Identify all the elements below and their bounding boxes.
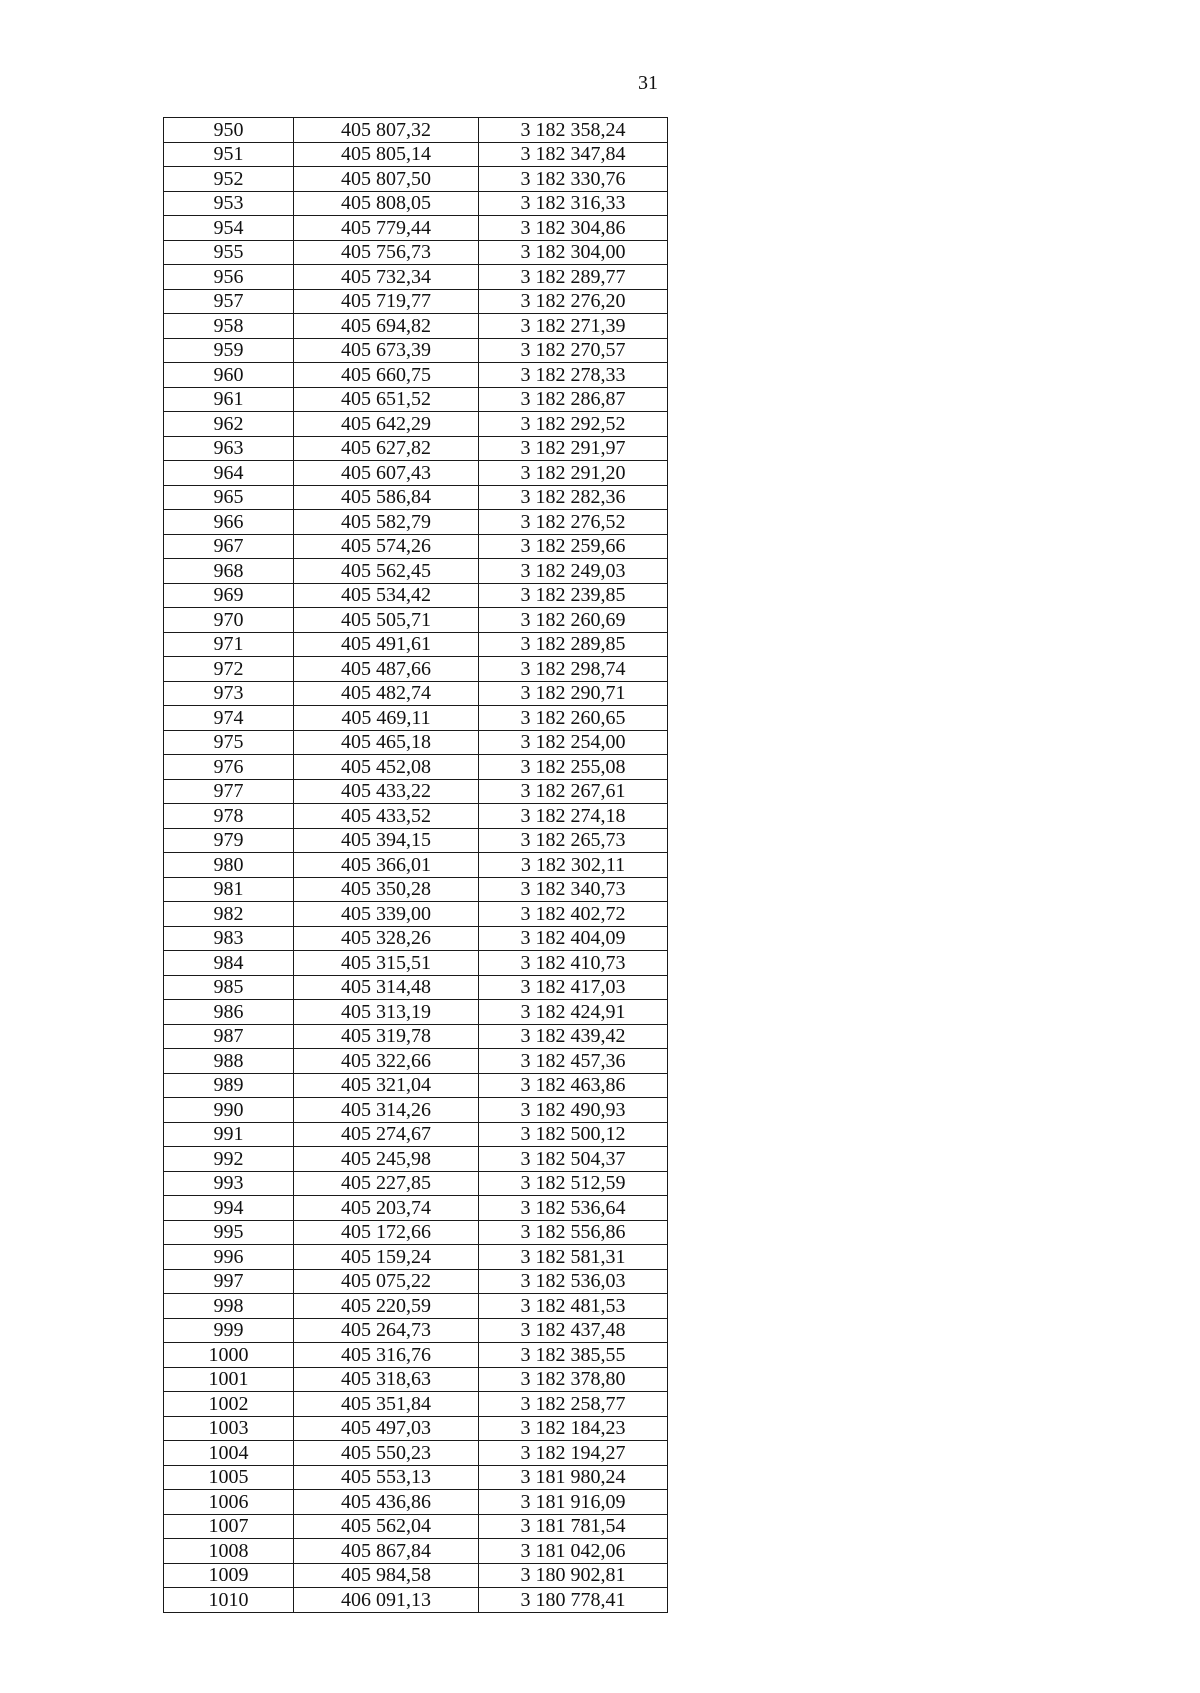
point-number-cell: 1007 (164, 1514, 294, 1539)
x-coordinate-cell: 405 351,84 (294, 1392, 479, 1417)
point-number-cell: 960 (164, 363, 294, 388)
y-coordinate-cell: 3 182 260,65 (479, 706, 668, 731)
table-row (164, 681, 668, 706)
table-row (164, 289, 668, 314)
point-number-cell: 1006 (164, 1490, 294, 1515)
table-row (164, 828, 668, 853)
table-row (164, 387, 668, 412)
point-number-cell: 983 (164, 926, 294, 951)
point-number-cell: 959 (164, 338, 294, 363)
y-coordinate-cell: 3 182 291,20 (479, 461, 668, 486)
y-coordinate-cell: 3 182 260,69 (479, 608, 668, 633)
x-coordinate-cell: 405 482,74 (294, 681, 479, 706)
y-coordinate-cell: 3 182 437,48 (479, 1318, 668, 1343)
point-number-cell: 952 (164, 167, 294, 192)
x-coordinate-cell: 405 075,22 (294, 1269, 479, 1294)
x-coordinate-cell: 405 491,61 (294, 632, 479, 657)
y-coordinate-cell: 3 182 536,03 (479, 1269, 668, 1294)
y-coordinate-cell: 3 182 556,86 (479, 1220, 668, 1245)
y-coordinate-cell: 3 182 457,36 (479, 1049, 668, 1074)
point-number-cell: 1002 (164, 1392, 294, 1417)
x-coordinate-cell: 406 091,13 (294, 1588, 479, 1613)
y-coordinate-cell: 3 182 410,73 (479, 951, 668, 976)
y-coordinate-cell: 3 182 286,87 (479, 387, 668, 412)
y-coordinate-cell: 3 182 259,66 (479, 534, 668, 559)
x-coordinate-cell: 405 574,26 (294, 534, 479, 559)
x-coordinate-cell: 405 807,50 (294, 167, 479, 192)
point-number-cell: 987 (164, 1024, 294, 1049)
table-row (164, 657, 668, 682)
table-row (164, 412, 668, 437)
y-coordinate-cell: 3 182 274,18 (479, 804, 668, 829)
x-coordinate-cell: 405 469,11 (294, 706, 479, 731)
x-coordinate-cell: 405 534,42 (294, 583, 479, 608)
y-coordinate-cell: 3 182 298,74 (479, 657, 668, 682)
point-number-cell: 993 (164, 1171, 294, 1196)
point-number-cell: 988 (164, 1049, 294, 1074)
x-coordinate-cell: 405 586,84 (294, 485, 479, 510)
y-coordinate-cell: 3 182 417,03 (479, 975, 668, 1000)
point-number-cell: 958 (164, 314, 294, 339)
table-row (164, 877, 668, 902)
point-number-cell: 965 (164, 485, 294, 510)
x-coordinate-cell: 405 159,24 (294, 1245, 479, 1270)
x-coordinate-cell: 405 694,82 (294, 314, 479, 339)
table-row (164, 706, 668, 731)
table-row (164, 461, 668, 486)
x-coordinate-cell: 405 807,32 (294, 118, 479, 143)
point-number-cell: 969 (164, 583, 294, 608)
x-coordinate-cell: 405 673,39 (294, 338, 479, 363)
x-coordinate-cell: 405 497,03 (294, 1416, 479, 1441)
y-coordinate-cell: 3 182 304,86 (479, 216, 668, 241)
point-number-cell: 990 (164, 1098, 294, 1123)
point-number-cell: 998 (164, 1294, 294, 1319)
y-coordinate-cell: 3 181 781,54 (479, 1514, 668, 1539)
x-coordinate-cell: 405 756,73 (294, 240, 479, 265)
point-number-cell: 995 (164, 1220, 294, 1245)
coordinates-table (163, 117, 668, 1613)
y-coordinate-cell: 3 182 239,85 (479, 583, 668, 608)
x-coordinate-cell: 405 627,82 (294, 436, 479, 461)
y-coordinate-cell: 3 182 302,11 (479, 853, 668, 878)
y-coordinate-cell: 3 182 267,61 (479, 779, 668, 804)
x-coordinate-cell: 405 433,22 (294, 779, 479, 804)
x-coordinate-cell: 405 719,77 (294, 289, 479, 314)
x-coordinate-cell: 405 314,26 (294, 1098, 479, 1123)
table-row (164, 1220, 668, 1245)
point-number-cell: 1010 (164, 1588, 294, 1613)
table-row (164, 755, 668, 780)
table-row (164, 1000, 668, 1025)
table-row (164, 265, 668, 290)
table-row (164, 804, 668, 829)
table-row (164, 216, 668, 241)
y-coordinate-cell: 3 182 500,12 (479, 1122, 668, 1147)
y-coordinate-cell: 3 182 292,52 (479, 412, 668, 437)
point-number-cell: 994 (164, 1196, 294, 1221)
point-number-cell: 997 (164, 1269, 294, 1294)
x-coordinate-cell: 405 314,48 (294, 975, 479, 1000)
table-row (164, 1196, 668, 1221)
table-row (164, 951, 668, 976)
x-coordinate-cell: 405 984,58 (294, 1563, 479, 1588)
point-number-cell: 978 (164, 804, 294, 829)
point-number-cell: 963 (164, 436, 294, 461)
y-coordinate-cell: 3 182 404,09 (479, 926, 668, 951)
x-coordinate-cell: 405 808,05 (294, 191, 479, 216)
table-row (164, 1122, 668, 1147)
x-coordinate-cell: 405 313,19 (294, 1000, 479, 1025)
table-row (164, 510, 668, 535)
x-coordinate-cell: 405 245,98 (294, 1147, 479, 1172)
table-row (164, 1073, 668, 1098)
table-row (164, 1171, 668, 1196)
y-coordinate-cell: 3 182 490,93 (479, 1098, 668, 1123)
table-row (164, 1367, 668, 1392)
x-coordinate-cell: 405 318,63 (294, 1367, 479, 1392)
table-row (164, 436, 668, 461)
table-row (164, 853, 668, 878)
point-number-cell: 953 (164, 191, 294, 216)
x-coordinate-cell: 405 732,34 (294, 265, 479, 290)
table-row (164, 975, 668, 1000)
x-coordinate-cell: 405 319,78 (294, 1024, 479, 1049)
point-number-cell: 996 (164, 1245, 294, 1270)
x-coordinate-cell: 405 550,23 (294, 1441, 479, 1466)
y-coordinate-cell: 3 182 512,59 (479, 1171, 668, 1196)
table-row (164, 1147, 668, 1172)
y-coordinate-cell: 3 182 536,64 (479, 1196, 668, 1221)
y-coordinate-cell: 3 182 289,85 (479, 632, 668, 657)
x-coordinate-cell: 405 321,04 (294, 1073, 479, 1098)
x-coordinate-cell: 405 465,18 (294, 730, 479, 755)
y-coordinate-cell: 3 182 270,57 (479, 338, 668, 363)
table-row (164, 1539, 668, 1564)
y-coordinate-cell: 3 182 439,42 (479, 1024, 668, 1049)
table-row (164, 485, 668, 510)
table-row (164, 583, 668, 608)
point-number-cell: 956 (164, 265, 294, 290)
table-row (164, 926, 668, 951)
x-coordinate-cell: 405 203,74 (294, 1196, 479, 1221)
y-coordinate-cell: 3 182 276,52 (479, 510, 668, 535)
table-row (164, 1269, 668, 1294)
y-coordinate-cell: 3 182 194,27 (479, 1441, 668, 1466)
y-coordinate-cell: 3 182 358,24 (479, 118, 668, 143)
y-coordinate-cell: 3 182 249,03 (479, 559, 668, 584)
table-row (164, 1318, 668, 1343)
table-row (164, 1465, 668, 1490)
table-row (164, 559, 668, 584)
table-row (164, 1343, 668, 1368)
table-row (164, 1441, 668, 1466)
table-row (164, 1294, 668, 1319)
point-number-cell: 979 (164, 828, 294, 853)
x-coordinate-cell: 405 227,85 (294, 1171, 479, 1196)
point-number-cell: 986 (164, 1000, 294, 1025)
table-row (164, 240, 668, 265)
table-row (164, 1049, 668, 1074)
point-number-cell: 991 (164, 1122, 294, 1147)
point-number-cell: 985 (164, 975, 294, 1000)
y-coordinate-cell: 3 182 276,20 (479, 289, 668, 314)
x-coordinate-cell: 405 220,59 (294, 1294, 479, 1319)
x-coordinate-cell: 405 487,66 (294, 657, 479, 682)
table-row (164, 1416, 668, 1441)
y-coordinate-cell: 3 182 282,36 (479, 485, 668, 510)
y-coordinate-cell: 3 181 980,24 (479, 1465, 668, 1490)
y-coordinate-cell: 3 182 258,77 (479, 1392, 668, 1417)
table-row (164, 779, 668, 804)
table-row (164, 142, 668, 167)
x-coordinate-cell: 405 274,67 (294, 1122, 479, 1147)
y-coordinate-cell: 3 182 340,73 (479, 877, 668, 902)
x-coordinate-cell: 405 582,79 (294, 510, 479, 535)
point-number-cell: 977 (164, 779, 294, 804)
point-number-cell: 967 (164, 534, 294, 559)
y-coordinate-cell: 3 182 291,97 (479, 436, 668, 461)
y-coordinate-cell: 3 182 378,80 (479, 1367, 668, 1392)
point-number-cell: 957 (164, 289, 294, 314)
x-coordinate-cell: 405 562,45 (294, 559, 479, 584)
y-coordinate-cell: 3 181 916,09 (479, 1490, 668, 1515)
y-coordinate-cell: 3 182 271,39 (479, 314, 668, 339)
point-number-cell: 989 (164, 1073, 294, 1098)
table-row (164, 632, 668, 657)
point-number-cell: 950 (164, 118, 294, 143)
table-row (164, 1245, 668, 1270)
point-number-cell: 974 (164, 706, 294, 731)
y-coordinate-cell: 3 182 481,53 (479, 1294, 668, 1319)
point-number-cell: 970 (164, 608, 294, 633)
point-number-cell: 982 (164, 902, 294, 927)
point-number-cell: 1000 (164, 1343, 294, 1368)
table-row (164, 167, 668, 192)
x-coordinate-cell: 405 651,52 (294, 387, 479, 412)
x-coordinate-cell: 405 867,84 (294, 1539, 479, 1564)
point-number-cell: 951 (164, 142, 294, 167)
point-number-cell: 992 (164, 1147, 294, 1172)
point-number-cell: 966 (164, 510, 294, 535)
x-coordinate-cell: 405 779,44 (294, 216, 479, 241)
y-coordinate-cell: 3 182 385,55 (479, 1343, 668, 1368)
table-row (164, 363, 668, 388)
point-number-cell: 971 (164, 632, 294, 657)
point-number-cell: 973 (164, 681, 294, 706)
y-coordinate-cell: 3 182 184,23 (479, 1416, 668, 1441)
y-coordinate-cell: 3 182 424,91 (479, 1000, 668, 1025)
x-coordinate-cell: 405 433,52 (294, 804, 479, 829)
y-coordinate-cell: 3 182 463,86 (479, 1073, 668, 1098)
x-coordinate-cell: 405 264,73 (294, 1318, 479, 1343)
x-coordinate-cell: 405 660,75 (294, 363, 479, 388)
y-coordinate-cell: 3 182 265,73 (479, 828, 668, 853)
table-row (164, 338, 668, 363)
x-coordinate-cell: 405 366,01 (294, 853, 479, 878)
table-row (164, 1514, 668, 1539)
point-number-cell: 984 (164, 951, 294, 976)
y-coordinate-cell: 3 182 304,00 (479, 240, 668, 265)
y-coordinate-cell: 3 182 330,76 (479, 167, 668, 192)
x-coordinate-cell: 405 172,66 (294, 1220, 479, 1245)
table-row (164, 1490, 668, 1515)
table-row (164, 608, 668, 633)
y-coordinate-cell: 3 182 278,33 (479, 363, 668, 388)
x-coordinate-cell: 405 642,29 (294, 412, 479, 437)
y-coordinate-cell: 3 182 316,33 (479, 191, 668, 216)
y-coordinate-cell: 3 182 347,84 (479, 142, 668, 167)
point-number-cell: 981 (164, 877, 294, 902)
x-coordinate-cell: 405 607,43 (294, 461, 479, 486)
table-row (164, 534, 668, 559)
x-coordinate-cell: 405 452,08 (294, 755, 479, 780)
point-number-cell: 1005 (164, 1465, 294, 1490)
table-row (164, 1024, 668, 1049)
x-coordinate-cell: 405 339,00 (294, 902, 479, 927)
point-number-cell: 976 (164, 755, 294, 780)
x-coordinate-cell: 405 394,15 (294, 828, 479, 853)
y-coordinate-cell: 3 182 581,31 (479, 1245, 668, 1270)
table-row (164, 730, 668, 755)
y-coordinate-cell: 3 182 254,00 (479, 730, 668, 755)
x-coordinate-cell: 405 553,13 (294, 1465, 479, 1490)
x-coordinate-cell: 405 562,04 (294, 1514, 479, 1539)
y-coordinate-cell: 3 182 255,08 (479, 755, 668, 780)
point-number-cell: 1001 (164, 1367, 294, 1392)
y-coordinate-cell: 3 180 902,81 (479, 1563, 668, 1588)
x-coordinate-cell: 405 316,76 (294, 1343, 479, 1368)
point-number-cell: 964 (164, 461, 294, 486)
point-number-cell: 972 (164, 657, 294, 682)
table-row (164, 191, 668, 216)
point-number-cell: 1003 (164, 1416, 294, 1441)
table-row (164, 1392, 668, 1417)
table-row (164, 1563, 668, 1588)
page-number: 31 (638, 72, 658, 94)
point-number-cell: 1009 (164, 1563, 294, 1588)
point-number-cell: 968 (164, 559, 294, 584)
y-coordinate-cell: 3 182 290,71 (479, 681, 668, 706)
point-number-cell: 955 (164, 240, 294, 265)
table-row (164, 118, 668, 143)
x-coordinate-cell: 405 505,71 (294, 608, 479, 633)
y-coordinate-cell: 3 180 778,41 (479, 1588, 668, 1613)
point-number-cell: 1008 (164, 1539, 294, 1564)
table-row (164, 902, 668, 927)
table-row (164, 1098, 668, 1123)
y-coordinate-cell: 3 182 402,72 (479, 902, 668, 927)
y-coordinate-cell: 3 182 289,77 (479, 265, 668, 290)
point-number-cell: 961 (164, 387, 294, 412)
y-coordinate-cell: 3 181 042,06 (479, 1539, 668, 1564)
x-coordinate-cell: 405 315,51 (294, 951, 479, 976)
point-number-cell: 975 (164, 730, 294, 755)
x-coordinate-cell: 405 328,26 (294, 926, 479, 951)
x-coordinate-cell: 405 436,86 (294, 1490, 479, 1515)
point-number-cell: 980 (164, 853, 294, 878)
x-coordinate-cell: 405 805,14 (294, 142, 479, 167)
x-coordinate-cell: 405 350,28 (294, 877, 479, 902)
point-number-cell: 999 (164, 1318, 294, 1343)
point-number-cell: 954 (164, 216, 294, 241)
table-row (164, 1588, 668, 1613)
point-number-cell: 1004 (164, 1441, 294, 1466)
coordinates-table-body (164, 118, 668, 1613)
point-number-cell: 962 (164, 412, 294, 437)
x-coordinate-cell: 405 322,66 (294, 1049, 479, 1074)
y-coordinate-cell: 3 182 504,37 (479, 1147, 668, 1172)
table-row (164, 314, 668, 339)
